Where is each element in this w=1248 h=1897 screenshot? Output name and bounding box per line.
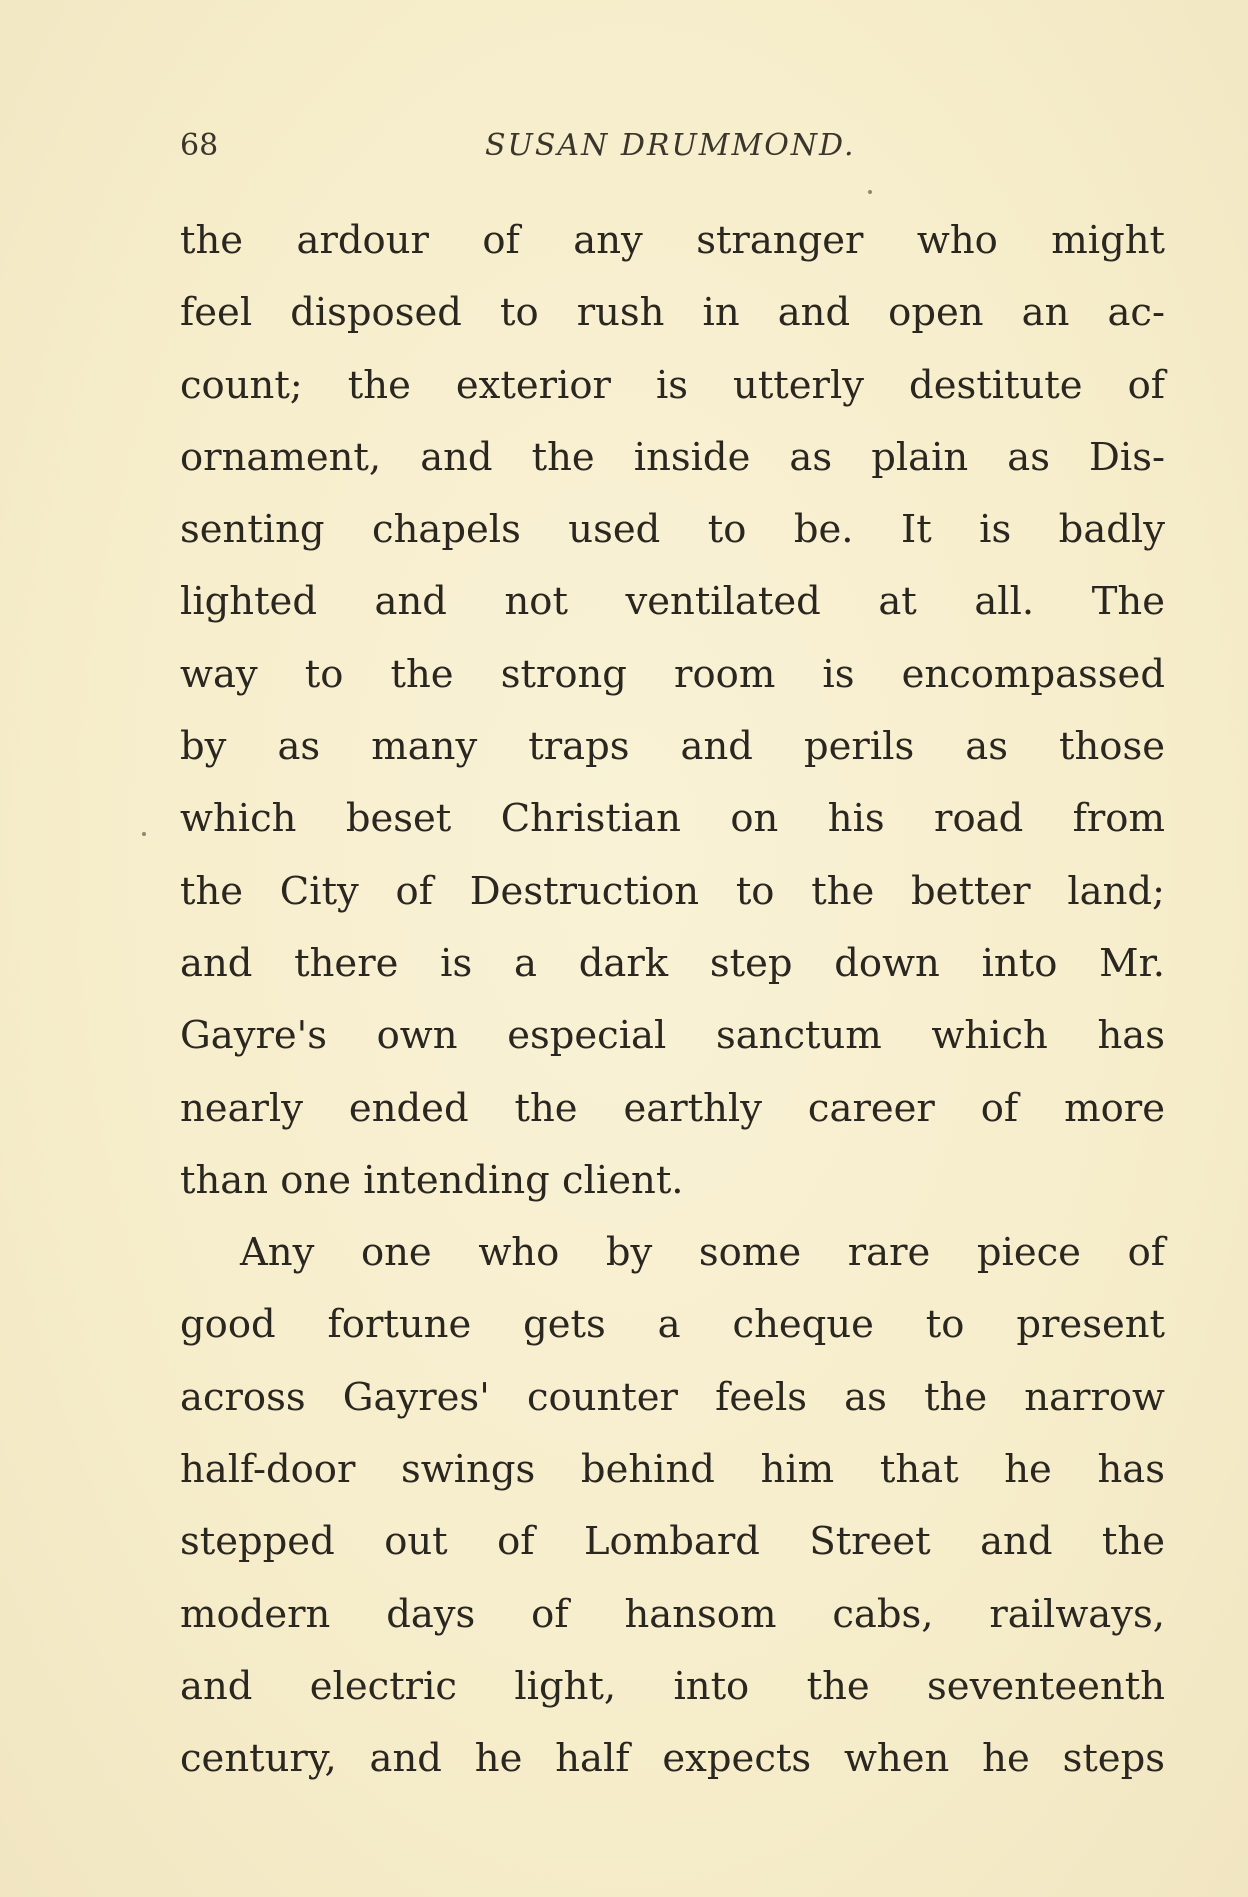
- paper-speck: [142, 832, 146, 836]
- text-line: the City of Destruction to the better land;: [180, 868, 1165, 914]
- text-line: stepped out of Lombard Street and the: [180, 1519, 1165, 1565]
- text-line: feel disposed to rush in and open an ac-: [180, 290, 1165, 336]
- text-line: and there is a dark step down into Mr.: [180, 940, 1165, 986]
- text-line: across Gayres' counter feels as the narrow: [180, 1374, 1165, 1420]
- text-line: half-door swings behind him that he has: [180, 1447, 1165, 1493]
- body-text: [180, 205, 1165, 1796]
- text-line: good fortune gets a cheque to present: [180, 1302, 1165, 1348]
- page-number: 68: [180, 128, 219, 163]
- text-line: lighted and not ventilated at all. The: [180, 579, 1165, 625]
- running-head: SUSAN DRUMMOND.: [485, 128, 856, 163]
- text-line: century, and he half expects when he steps: [180, 1736, 1165, 1782]
- text-line: and electric light, into the seventeenth: [180, 1663, 1165, 1709]
- text-line: which beset Christian on his road from: [180, 796, 1165, 842]
- paper-speck: [868, 190, 872, 194]
- text-line: count; the exterior is utterly destitute of: [180, 362, 1165, 408]
- text-line: than one intending client.: [180, 1157, 684, 1203]
- text-line: modern days of hansom cabs, railways,: [180, 1591, 1165, 1637]
- text-line: way to the strong room is encompassed: [180, 651, 1165, 697]
- page-header: [180, 128, 880, 168]
- text-line: by as many traps and perils as those: [180, 724, 1165, 770]
- text-line: ornament, and the inside as plain as Dis-: [180, 434, 1165, 480]
- text-line: the ardour of any stranger who might: [180, 218, 1165, 263]
- text-line: Any one who by some rare piece of: [240, 1230, 1165, 1276]
- text-line: nearly ended the earthly career of more: [180, 1085, 1165, 1131]
- text-line: senting chapels used to be. It is badly: [180, 507, 1165, 553]
- text-line: Gayre's own especial sanctum which has: [180, 1013, 1165, 1059]
